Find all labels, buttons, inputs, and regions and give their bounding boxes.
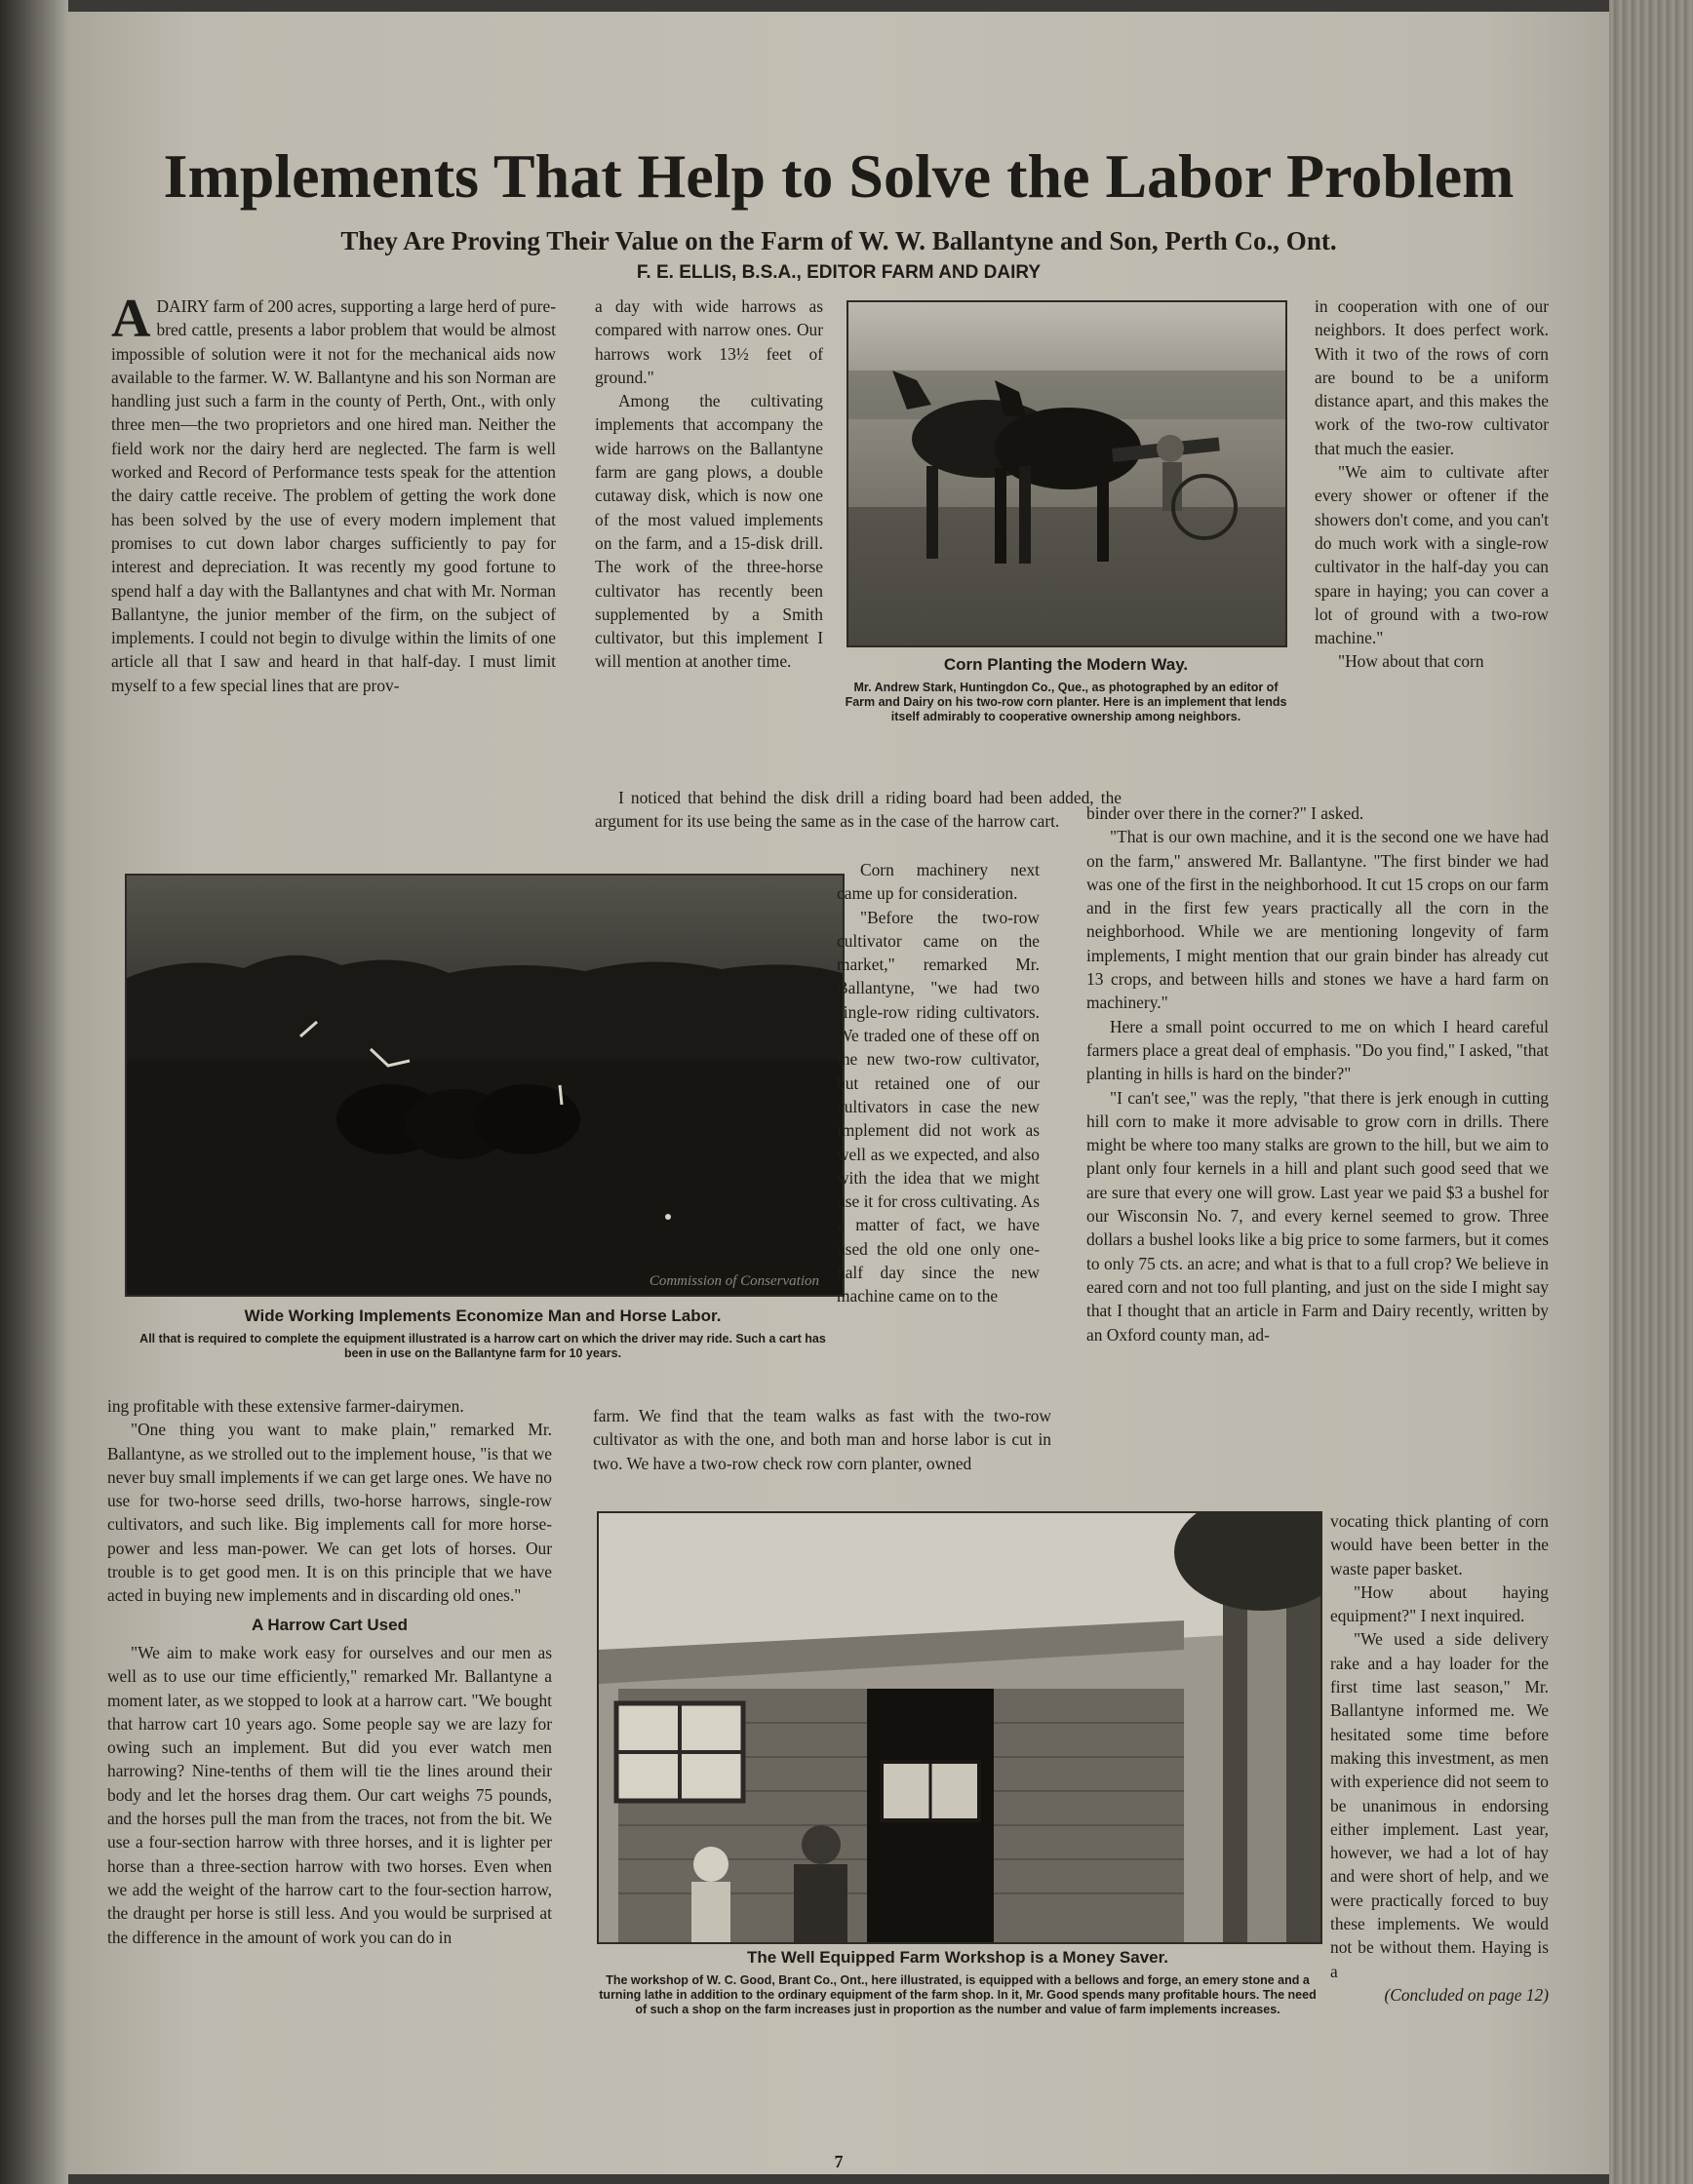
paragraph: "One thing you want to make plain," remarked Mr. Ballantyne, as we strolled out to the implement house, "is that we never buy small implements if we can get large ones. We have no use for two-horse seed drills, two-horse harrows, single-row cultivators, and such like. Big implements call for more horse-power and less man-power. We can get lots of horses. Our trouble is to get good men. It is on this principle that we have acted in buying new implements and in discarding old ones." — [107, 1420, 552, 1606]
column-2-top — [595, 294, 823, 674]
column-3-top — [1315, 294, 1549, 674]
column-3-bottom — [1330, 1509, 1549, 2007]
paragraph: vocating thick planting of corn would have been better in the waste paper basket. — [1330, 1511, 1549, 1579]
column-2-bottom — [593, 1404, 1051, 1475]
article-title: Implements That Help to Solve the Labor Problem — [163, 141, 1515, 211]
drop-cap: A — [111, 289, 151, 349]
paragraph-riding-board — [595, 786, 1122, 834]
column-1-top — [111, 289, 556, 697]
subheading-harrow-cart: A Harrow Cart Used — [252, 1615, 408, 1634]
caption-body: The workshop of W. C. Good, Brant Co., Ont., here illustrated, is equipped with a bellows and forge, an emery stone and a turning lathe in addition to the ordinary equipment of the farm shop. In it, Mr. Good spends many profitable hours. The need of such a shop on the farm increases just in proportion as the number and value of farm implements increases. — [599, 1973, 1317, 2016]
article-subtitle: They Are Proving Their Value on the Farm of W. W. Ballantyne and Son, Perth Co., Ont. — [340, 226, 1337, 255]
photo-wide-harrow — [125, 874, 845, 1297]
corn-planting-image — [848, 302, 1285, 645]
paragraph: in cooperation with one of our neighbors. It does perfect work. With it two of the rows of corn are bound to be a uniform distance apart, and this makes the work of the two-row cultivator that much the easier. — [1315, 296, 1549, 458]
continued-notice: (Concluded on page 12) — [1384, 1984, 1549, 2005]
caption-farm-workshop — [597, 1948, 1319, 2017]
paragraph: Among the cultivating implements that accompany the wide harrows on the Ballantyne farm are gang plows, a double cutaway disk, which is now one of the most valued implements on the farm, and a 15-disk drill. The work of the three-horse cultivator has recently been supplemented by a Smith cultivator, but this implement I will mention at another time. — [595, 391, 823, 672]
photo-corn-planting — [846, 300, 1287, 647]
paragraph: Here a small point occurred to me on which I heard careful farmers place a great deal of emphasis. "Do you find," I asked, "that planting in hills is hard on the binder?" — [1086, 1016, 1549, 1084]
paragraph: "That is our own machine, and it is the second one we have had on the farm," answered Mr. Ballantyne. "The first binder we had was one of the first in the neighborhood. It cut 15 crops on our farm and in the first few years practically all the corn in the neighborhood. While we are mentioning longevity of farm implements, I might mention that our grain binder has already cut 13 crops, and between hills and stones we have a hard farm on machinery." — [1086, 827, 1549, 1013]
caption-title: Wide Working Implements Economize Man and Horse Labor. — [244, 1306, 722, 1325]
magazine-page — [68, 12, 1609, 2174]
paragraph: Corn machinery next came up for consideration. — [837, 860, 1040, 904]
paragraph: farm. We find that the team walks as fast with the two-row cultivator as with the one, and both man and horse labor is cut in two. We have a two-row check row corn planter, owned — [593, 1406, 1051, 1473]
column-2-middle — [837, 858, 1040, 1308]
paragraph: "I can't see," was the reply, "that there is jerk enough in cutting hill corn to make it more advisable to grow corn in drills. There might be where too many stalks are grown to the hill, but we aim to plant only four kernels in a hill and plant such good seed that we are sure that every one will grow. Last year we paid $3 a bushel for our Wisconsin No. 7, and every kernel seemed to grow. Three dollars a bushel looks like a big price to some farmers, but it comes to only 75 cts. an acre; and what is that to a full crop? We believe in eared corn and not too full planting, and just on the side I might say that I thought that an article in Farm and Dairy recently, written by an Oxford county man, ad- — [1086, 1087, 1549, 1345]
paragraph: "How about haying equipment?" I next inquired. — [1330, 1581, 1549, 1626]
book-gutter-left — [0, 0, 68, 2184]
paragraph: "How about that corn — [1338, 651, 1484, 672]
caption-corn-planting — [839, 655, 1293, 724]
paragraph: "We used a side delivery rake and a hay loader for the first time last season," Mr. Ballantyne informed me. We hesitated some time before making this investment, as men with experience did not seem to be unanimous in endorsing either implement. Last year, however, we had a lot of hay and were short of help, and we were practically forced to buy these implements. We would not be without them. Haying is a — [1330, 1629, 1549, 1981]
caption-title: The Well Equipped Farm Workshop is a Money Saver. — [746, 1948, 1169, 1967]
paragraph: "We aim to make work easy for ourselves and our men as well as to use our time efficiently," remarked Mr. Ballantyne a moment later, as we stopped to look at a harrow cart. "We bought that harrow cart 10 years ago. Some people say we are lazy for owing such an implement. But did you ever watch men harrowing? Nine-tenths of them will tie the lines around their body and let the horses drag them. Our cart weighs 75 pounds, and the horses pull the man from the traces, not from the bit. We use a four-section harrow with three horses, and it is lighter per horse than a three-section harrow with two horses. Even when we add the weight of the harrow cart to the four-section harrow, the draught per horse is still less. And you would be surprised at the difference in the amount of work you can do in — [107, 1642, 552, 1947]
column-1-bottom — [107, 1394, 552, 1949]
paragraph: a day with wide harrows as compared with narrow ones. Our harrows work 13½ feet of ground." — [595, 296, 823, 387]
paragraph: ing profitable with these extensive farmer-dairymen. — [107, 1396, 464, 1416]
caption-body: All that is required to complete the equipment illustrated is a harrow cart on which the driver may ride. Such a cart has been in use on the Ballantyne farm for 10 years. — [139, 1332, 826, 1360]
paragraph: "Before the two-row cultivator came on the market," remarked Mr. Ballantyne, "we had two single-row riding cultivators. We traded one of these off on the new two-row cultivator, but retained one of our cultivators in case the new implement did not work as well as we expected, and also with the idea that we might use it for cross cultivating. As a matter of fact, we have used the old one only one-half day since the new machine came on to the — [837, 907, 1040, 1306]
page-number: 7 — [834, 2152, 844, 2171]
farm-workshop-image — [599, 1513, 1320, 1942]
paragraph: I noticed that behind the disk drill a riding board had been added, the argument for its use being the same as in the case of the harrow cart. — [595, 788, 1122, 832]
article-byline: F. E. ELLIS, B.S.A., EDITOR FARM AND DAIRY — [636, 262, 1042, 283]
caption-title: Corn Planting the Modern Way. — [943, 655, 1189, 674]
caption-body: Mr. Andrew Stark, Huntingdon Co., Que., as photographed by an editor of Farm and Dairy on his two-row corn planter. Here is an implement that lends itself admirably to cooperative ownership among neighbors. — [845, 681, 1287, 723]
wide-harrow-image — [127, 876, 843, 1295]
paragraph: binder over there in the corner?" I asked. — [1086, 803, 1364, 823]
paragraph: "We aim to cultivate after every shower or oftener if the showers don't come, and you can't do much work with a single-row cultivator in the half-day you can spare in haying; you can cover a lot of ground with a two-row machine." — [1315, 462, 1549, 648]
book-page-stack-right — [1609, 0, 1693, 2184]
photo-farm-workshop — [597, 1511, 1322, 1944]
caption-wide-harrow — [125, 1306, 841, 1361]
photo-watermark: Commission of Conservation — [649, 1273, 819, 1289]
column-3-middle — [1086, 801, 1549, 1346]
paragraph: DAIRY farm of 200 acres, supporting a large herd of pure-bred cattle, presents a labor problem that would be almost impossible of solution were it not for the mechanical aids now available to the farmer. W. W. Ballantyne and his son Norman are handling just such a farm in the county of Perth, Ont., with only three men—the two proprietors and one hired man. Neither the field work nor the dairy herd are neglected. The farm is well worked and Record of Performance tests speak for the attention the dairy cattle receive. The problem of getting the work done has been solved by the use of every modern implement that promises to cut down labor charges sufficiently to pay for interest and depreciation. It was recently my good fortune to spend half a day with the Ballantynes and chat with Mr. Norman Ballantyne, the junior member of the firm, on the subject of implements. I could not begin to divulge within the limits of one article all that I saw and heard in that half-day. I must limit myself to a few special lines that are prov- — [111, 296, 556, 695]
